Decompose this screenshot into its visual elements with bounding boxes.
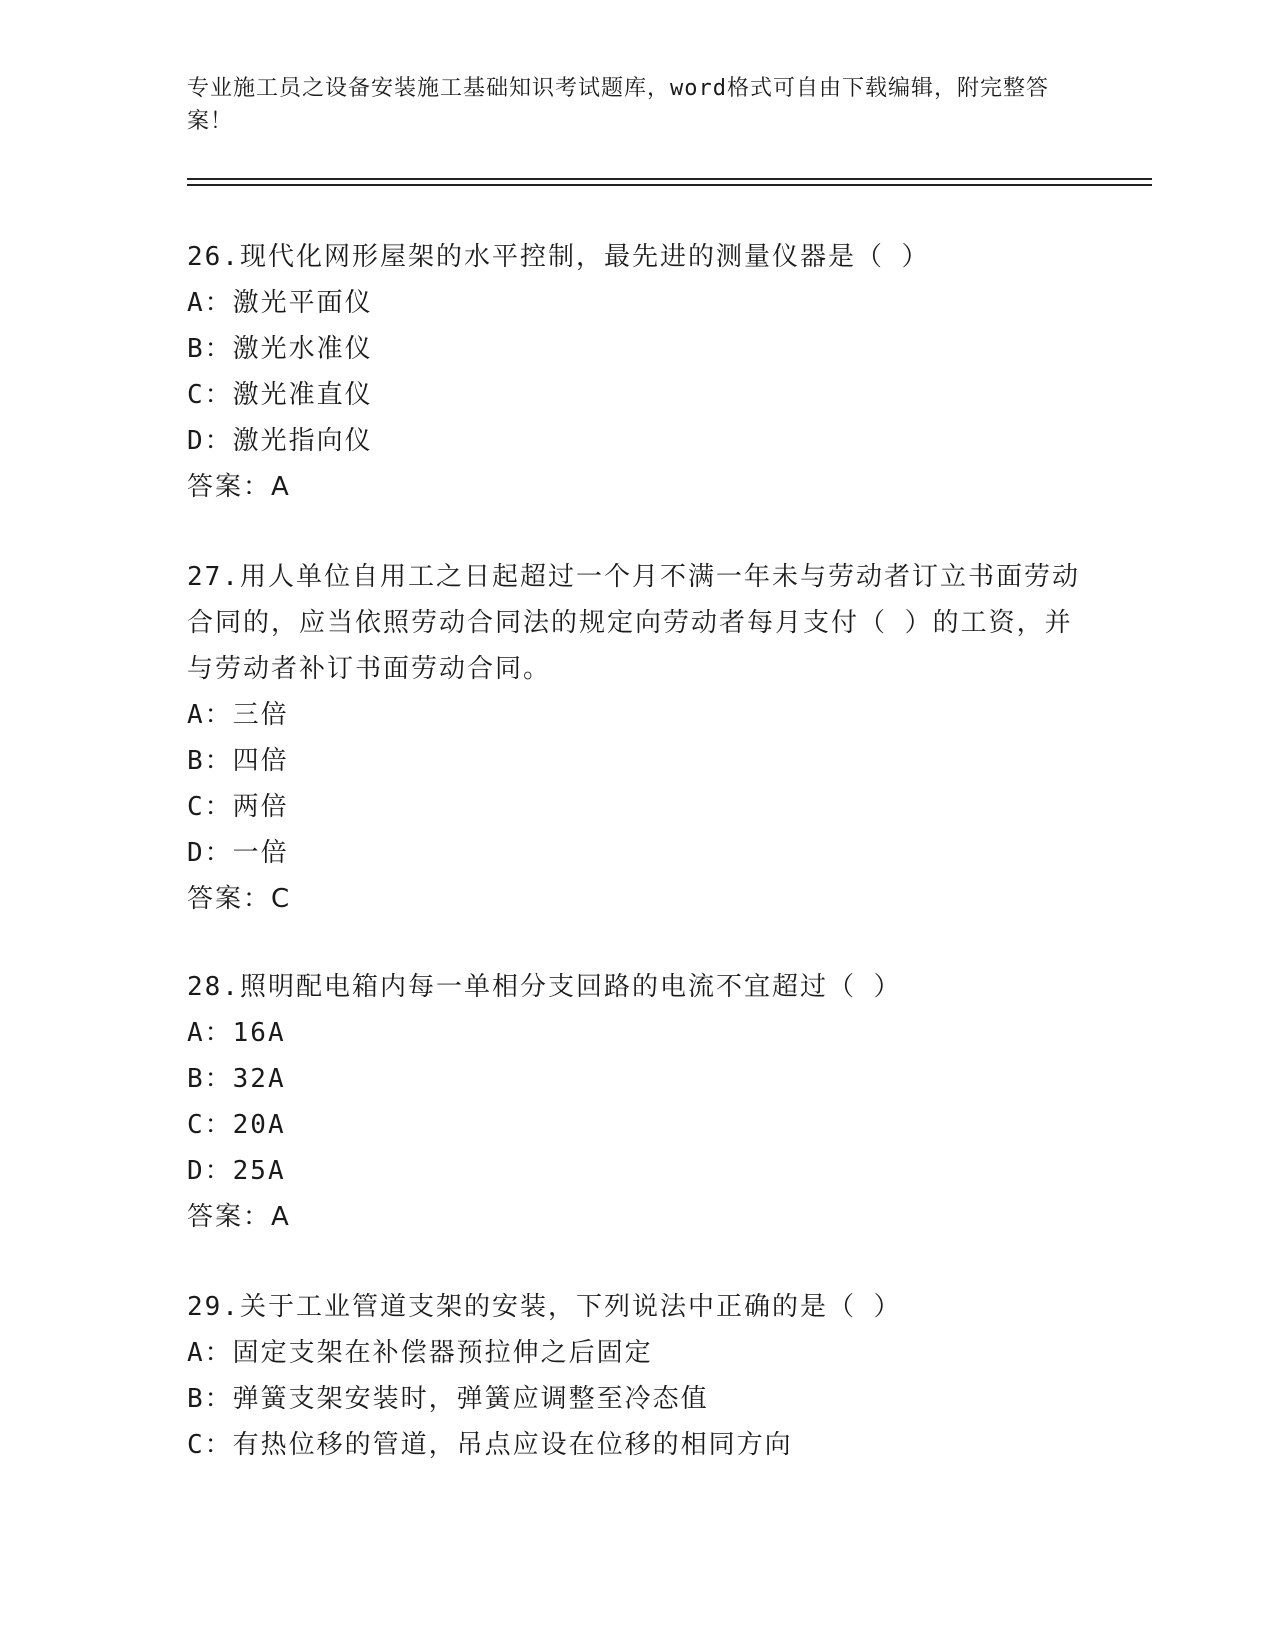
question-stem: 27.用人单位自用工之日起超过一个月不满一年未与劳动者订立书面劳动合同的，应当依照劳动合同法的规定向劳动者每月支付（ ）的工资，并与劳动者补订书面劳动合同。 bbox=[187, 562, 1080, 684]
option-c: C：激光准直仪 bbox=[187, 380, 373, 410]
answer: 答案：C bbox=[187, 884, 292, 914]
option-a: A：三倍 bbox=[187, 700, 289, 730]
question-28 bbox=[187, 964, 1087, 1240]
header-divider-bottom bbox=[187, 184, 1152, 186]
option-b: B：弹簧支架安装时，弹簧应调整至冷态值 bbox=[187, 1384, 709, 1414]
question-stem: 28.照明配电箱内每一单相分支回路的电流不宜超过（ ） bbox=[187, 972, 902, 1002]
option-d: D：一倍 bbox=[187, 838, 289, 868]
option-b: B：激光水准仪 bbox=[187, 334, 373, 364]
option-d: D：激光指向仪 bbox=[187, 426, 373, 456]
question-stem: 26.现代化网形屋架的水平控制，最先进的测量仪器是（ ） bbox=[187, 242, 930, 272]
option-a: A：固定支架在补偿器预拉伸之后固定 bbox=[187, 1338, 653, 1368]
option-b: B：四倍 bbox=[187, 746, 289, 776]
option-c: C：有热位移的管道，吊点应设在位移的相同方向 bbox=[187, 1430, 793, 1460]
option-a: A：16A bbox=[187, 1018, 286, 1048]
answer: 答案：A bbox=[187, 1202, 291, 1232]
question-26 bbox=[187, 234, 1087, 510]
option-c: C：两倍 bbox=[187, 792, 289, 822]
option-a: A：激光平面仪 bbox=[187, 288, 373, 318]
answer: 答案：A bbox=[187, 472, 291, 502]
question-27 bbox=[187, 554, 1087, 922]
question-stem: 29.关于工业管道支架的安装，下列说法中正确的是（ ） bbox=[187, 1292, 902, 1322]
header-divider-top bbox=[187, 178, 1152, 180]
option-c: C：20A bbox=[187, 1110, 286, 1140]
document-header: 专业施工员之设备安装施工基础知识考试题库，word格式可自由下载编辑，附完整答案！ bbox=[187, 76, 1049, 134]
option-b: B：32A bbox=[187, 1064, 286, 1094]
question-29 bbox=[187, 1284, 1087, 1468]
option-d: D：25A bbox=[187, 1156, 286, 1186]
